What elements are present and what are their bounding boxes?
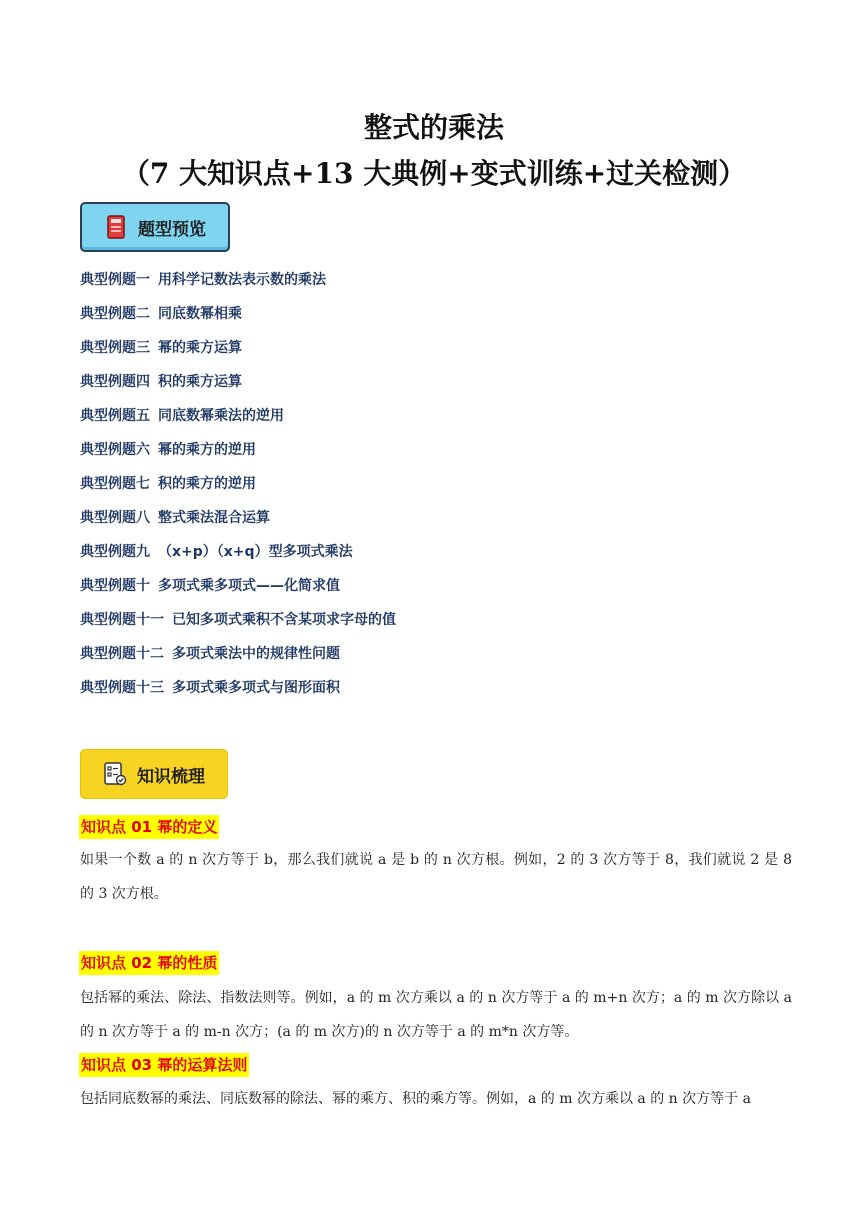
page-title: 整式的乘法 bbox=[363, 111, 504, 144]
list-item[interactable]: 典型例题十一 已知多项式乘积不含某项求字母的值 bbox=[80, 612, 396, 628]
list-item[interactable]: 典型例题五 同底数幂乘法的逆用 bbox=[80, 408, 284, 424]
preview-banner-label: 题型预览 bbox=[138, 219, 206, 240]
list-item[interactable]: 典型例题九 （x+p）（x+q）型多项式乘法 bbox=[80, 544, 353, 560]
knowledge-point-heading: 知识点 03 幂的运算法则 bbox=[79, 1053, 249, 1077]
knowledge-point-body: 包括同底数幂的乘法、同底数幂的除法、幂的乘方、积的乘方等。例如，a 的 m 次方乘以 a 的 n 次方等于 a bbox=[80, 1091, 751, 1107]
list-item[interactable]: 典型例题八 整式乘法混合运算 bbox=[80, 510, 270, 526]
list-item[interactable]: 典型例题七 积的乘方的逆用 bbox=[80, 476, 256, 492]
knowledge-point-body: 包括幂的乘法、除法、指数法则等。例如，a 的 m 次方乘以 a 的 n 次方等于 a 的 m+n 次方；a 的 m 次方除以 a 的 n 次方等于 a 的 m-n 次方；(a 的 m 次方)的 n 次方等于 a 的 m*n 次方等。 bbox=[80, 990, 792, 1040]
red-book-icon bbox=[104, 214, 128, 240]
list-item[interactable]: 典型例题十三 多项式乘多项式与图形面积 bbox=[80, 680, 340, 696]
list-item[interactable]: 典型例题二 同底数幂相乘 bbox=[80, 306, 242, 322]
page-subtitle: （7 大知识点+13 大典例+变式训练+过关检测） bbox=[121, 157, 747, 190]
knowledge-banner bbox=[80, 749, 228, 799]
preview-banner bbox=[80, 202, 230, 252]
list-item[interactable]: 典型例题十二 多项式乘法中的规律性问题 bbox=[80, 646, 340, 662]
list-item[interactable]: 典型例题六 幂的乘方的逆用 bbox=[80, 442, 256, 458]
checklist-icon bbox=[103, 761, 127, 787]
list-item[interactable]: 典型例题三 幂的乘方运算 bbox=[80, 340, 242, 356]
list-item[interactable]: 典型例题四 积的乘方运算 bbox=[80, 374, 242, 390]
knowledge-point-body: 如果一个数 a 的 n 次方等于 b，那么我们就说 a 是 b 的 n 次方根。例如，2 的 3 次方等于 8，我们就说 2 是 8 的 3 次方根。 bbox=[80, 852, 792, 902]
knowledge-point-heading: 知识点 02 幂的性质 bbox=[79, 951, 219, 975]
example-list bbox=[80, 268, 396, 710]
knowledge-point-heading: 知识点 01 幂的定义 bbox=[79, 815, 219, 839]
list-item[interactable]: 典型例题一 用科学记数法表示数的乘法 bbox=[80, 272, 326, 288]
knowledge-banner-label: 知识梳理 bbox=[137, 766, 205, 787]
list-item[interactable]: 典型例题十 多项式乘多项式——化简求值 bbox=[80, 578, 340, 594]
